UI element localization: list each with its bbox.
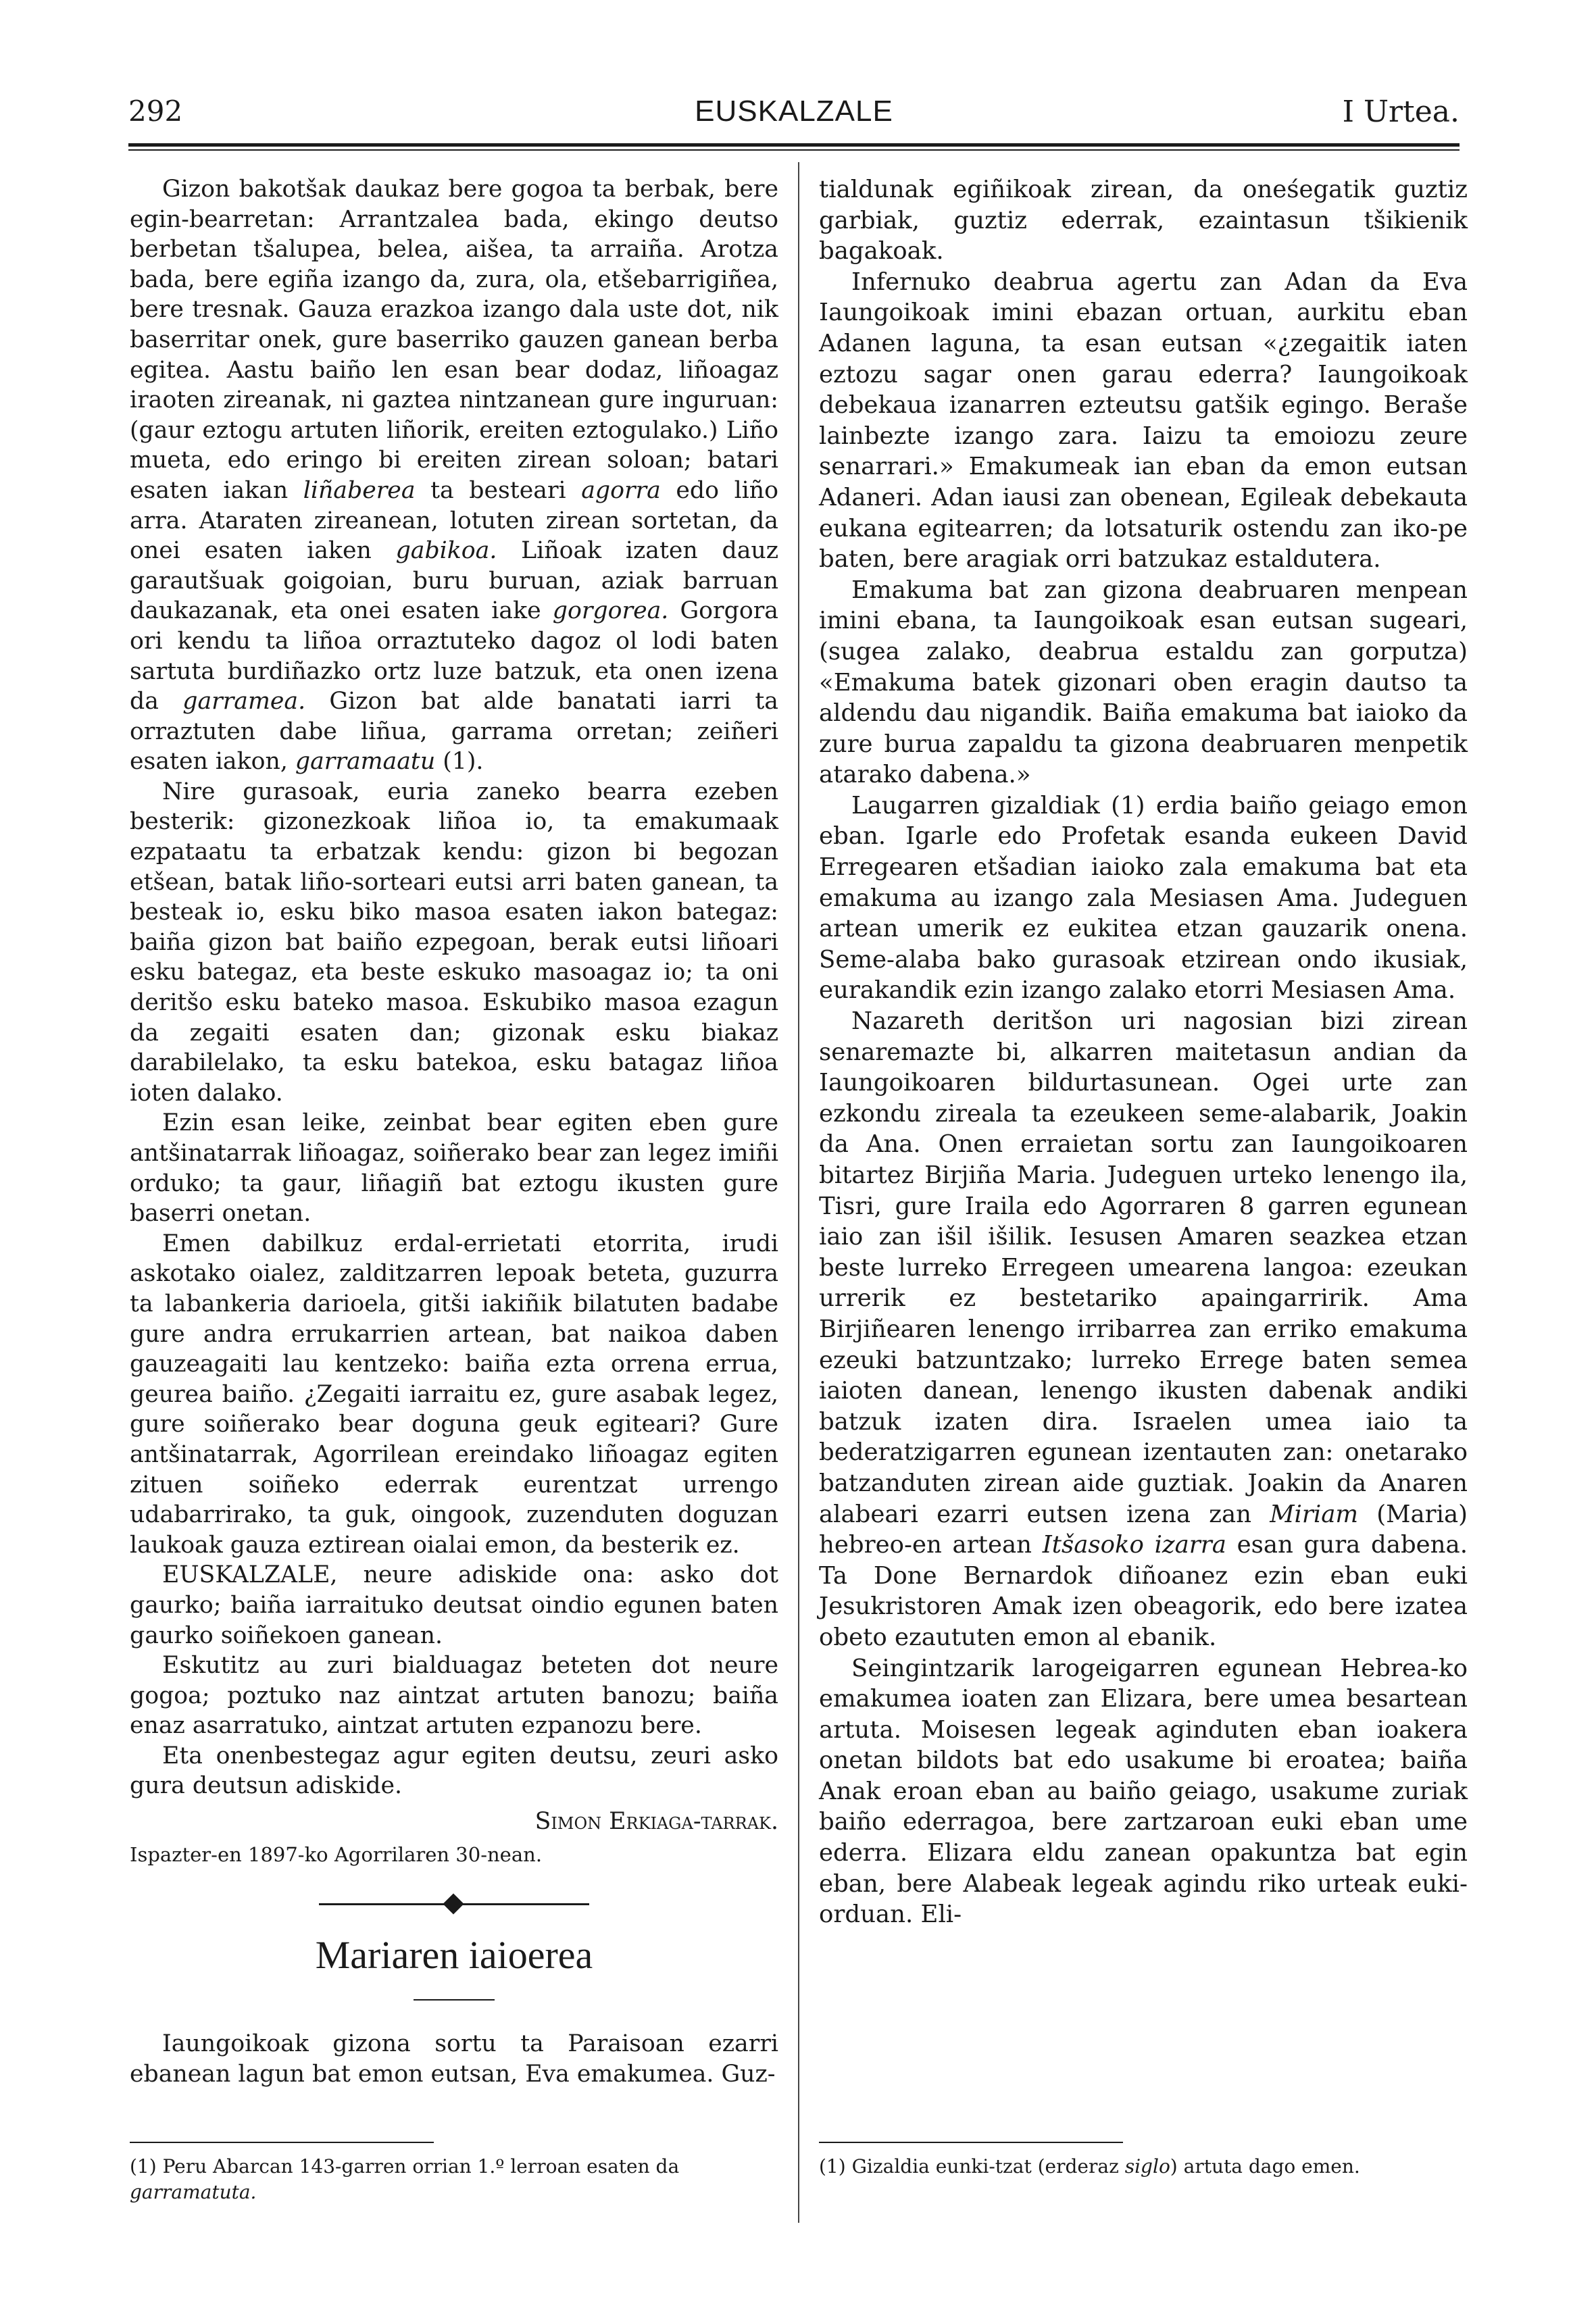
page-number: 292 [128, 95, 183, 128]
left-column [130, 174, 778, 2089]
paragraph: Nazareth deritšon uri nagosian bizi zirean senaremazte bi, alkarren maitetasun andian da Iaungoikoaren bildurtasunean. Ogei urte zan ezkondu zireala ta ezeukeen seme-alabarik, Joakin da Ana. Onen erraietan sortu zan Iaungoikoaren bitartez Birjiña Maria. Judeguen urteko lenengo ila, Tisri, gure Iraila edo Agorraren 8 garren egunean iaio zan išil išilik. Iesusen Amaren seazkea etzan beste lurreko Erregeen umearena langoa: ezeukan urrerik ez bestetariko apaingarririk. Ama Birjiñearen lenengo irribarrea zan erriko emakuma ezeuki batzuntzako; lurreko Errege baten semea iaioten danean, lenengo ikusten dabenak andiki batzuk izaten dira. Israelen umea iaio ta bederatzigarren egunean izentauten zan: onetarako batzanduten zirean aide guztiak. Joakin da Anaren alabeari ezarri eutsen izena zan Miriam (Maria) hebreo-en artean Itšasoko izarra esan gura dabena. Ta Done Bernardok diñoanez ezin eban euki Jesukristoren Amak izen obeagorik, edo bere izatea obeto ezaututen emon al ebanik. [819, 1007, 1468, 1651]
footnote-rule [130, 2142, 434, 2143]
section-title: Mariaren iaioerea [315, 1933, 593, 1978]
right-column [819, 174, 1468, 1930]
title-rule [414, 1999, 495, 2001]
paragraph: tialdunak egiñikoak zirean, da oneśegatik guztiz garbiak, guztiz ederrak, ezaintasun tšikienik bagakoak. [819, 176, 1468, 266]
paragraph: Eskutitz au zuri bialduagaz beteten dot neure gogoa; poztuko naz aintzat artuten banozu; baiña enaz asarratuko, aintzat artuten ezpanozu bere. [130, 1652, 778, 1740]
header-rule [128, 143, 1460, 147]
ornament-divider [130, 1884, 778, 1925]
footnote-right: (1) Gizaldia eunki-tzat (erderaz siglo) artuta dago emen. [819, 2155, 1360, 2178]
header-rule-thin [128, 149, 1460, 151]
paragraph: Nire gurasoak, euria zaneko bearra ezeben besterik: gizonezkoak liñoa io, ta emakumaak ezpataatu ta erbatzak kendu: gizon bi begozan etšean, batak liño-sorteari eutsi arri baten ganean, ta besteak io, esku biko masoa esaten iakon bategaz: baiña gizon bat baiño ezpegoan, berak eutsi liñoari esku bategaz, eta beste eskuko masoagaz io; ta oni deritšo esku bateko masoa. Eskubiko masoa ezagun da zegaiti esaten dan; gizonak esku biakaz darabilelako, ta esku batekoa, esku batagaz liñoa ioten dalako. [130, 778, 778, 1107]
diamond-icon [443, 1894, 464, 1915]
footnote-rule [819, 2142, 1123, 2143]
footnote-left: (1) Peru Abarcan 143-garren orrian 1.º lerroan esaten da garramatuta. [130, 2155, 680, 2203]
paragraph: EUSKALZALE, neure adiskide ona: asko dot gaurko; baiña iarraituko deutsat oindio egunen baten gaurko soiñekoen ganean. [130, 1561, 778, 1649]
volume-label: I Urtea. [1342, 95, 1460, 129]
column-divider [798, 162, 799, 2223]
paragraph: Laugarren gizaldiak (1) erdia baiño geiago emon eban. Igarle edo Profetak esanda eukeen David Erregearen etšadian iaioko zala emakuma bat eta emakuma au izango zala Mesiasen Ama. Judeguen artean umerik ez eukitea etzan gauzarik onena. Seme-alaba bako gurasoak etzirean ondo ikusiak, eurakandik ezin izango zalako etorri Mesiasen Ama. [819, 791, 1468, 1005]
paragraph: Gizon bakotšak daukaz bere gogoa ta berbak, bere egin-bearretan: Arrantzalea bada, ekingo deutso berbetan tšalupea, belea, aišea, ta arraiña. Arotza bada, bere egiña izango da, zura, ola, etšebarrigiñea, bere tresnak. Gauza erazkoa izango dala uste dot, nik baserritar onek, gure baserriko gauzen ganean berba egitea. Aastu baiño len esan bear dodaz, liñoagaz iraoten zireanak, ni gaztea nintzanean gure inguruan: (gaur eztogu artuten liñorik, ereiten eztogulako.) Liño mueta, edo eringo bi ereiten zirean soloan; batari esaten iakan liñaberea ta besteari agorra edo liño arra. Ataraten zireanean, lotuten zirean sortetan, da onei esaten iaken gabikoa. Liñoak izaten dauz garautšuak goigoian, buru buruan, aziak barruan daukazanak, eta onei esaten iake gorgorea. Gorgora ori kendu ta liñoa orraztuteko dagoz ol lodi baten sartuta burdiñazko ortz luze batzuk, eta onen izena da garramea. Gizon bat alde banatati iarri ta orraztuten dabe liñua, garrama orretan; zeiñeri esaten iakon, garramaatu (1). [130, 176, 778, 776]
signature: Simon Erkiaga-tarrak. [534, 1808, 778, 1836]
paragraph: Ezin esan leike, zeinbat bear egiten eben gure antšinatarrak liñoagaz, soiñerako bear zan legez imiñi orduko; ta gaur, liñagiñ bat eztogu ikusten gure baserri onetan. [130, 1109, 778, 1228]
paragraph: Iaungoikoak gizona sortu ta Paraisoan ezarri ebanean lagun bat emon eutsan, Eva emakumea. Guz- [130, 2030, 778, 2088]
paragraph: Seingintzarik larogeigarren egunean Hebrea-ko emakumea ioaten zan Elizara, bere umea besartean artuta. Moisesen legeak aginduten eban ioakera onetan bildots bat edo usakume bi eroatea; baiña Anak eroan eban au baiño geiago, usakume zuriak baiño ederragoa, bere zartzaroan euki eban ume ederra. Elizara eldu zanean opakuntza bat egin eban, bere Alabeak legeak agindu riko urteak euki-orduan. Eli- [819, 1654, 1468, 1929]
page-header [128, 95, 1460, 142]
dateline: Ispazter-en 1897-ko Agorrilaren 30-nean. [130, 1842, 543, 1866]
journal-title: EUSKALZALE [695, 95, 893, 128]
paragraph: Infernuko deabrua agertu zan Adan da Eva Iaungoikoak imini ebazan ortuan, aurkitu eban Adanen laguna, ta esan eutsan «¿zegaitik iaten eztozu sagar onen garau ederra? Iaungoikoak debekaua izanarren ezteutsu gatšik egingo. Beraše lainbezte izango zara. Iaizu ta emoiozu zeure senarrari.» Emakumeak ian eban da emon eutsan Adaneri. Adan iausi zan obenean, Egileak debekauta eukana egitearren; da lotsaturik ostendu zan iko-pe baten, bere aragiak orri batzukaz estaldutera. [819, 268, 1468, 574]
paragraph: Emen dabilkuz erdal-errietati etorrita, irudi askotako oialez, zalditzarren lepoak beteta, guzurra ta labankeria darioela, gitši iakiñik bilatuten badabe gure andra errukarrien artean, bat naikoa daben gauzeagaiti lau kentzeko: baiña ezta orrena errua, geurea baiño. ¿Zegaiti iarraitu ez, gure asabak legez, gure soiñerako bear doguna geuk egiteari? Gure antšinatarrak, Agorrilean ereindako liñoagaz egiten zituen soiñeko ederrak eurentzat urrengo udabarrirako, ta guk, oingook, zuzenduten doguzan laukoak gauza eztirean oialai emon, da besterik ez. [130, 1230, 778, 1559]
paragraph: Eta onenbestegaz agur egiten deutsu, zeuri asko gura deutsun adiskide. [130, 1742, 778, 1800]
paragraph: Emakuma bat zan gizona deabruaren menpean imini ebana, ta Iaungoikoak esan eutsan sugeari, (sugea zalako, deabrua estaldu zan gorputza) «Emakuma batek gizonari oben eragin dautso ta aldendu dau nigandik. Baiña emakuma bat iaioko da zure burua zapaldu ta gizona deabruaren menpetik atarako dabena.» [819, 576, 1468, 789]
